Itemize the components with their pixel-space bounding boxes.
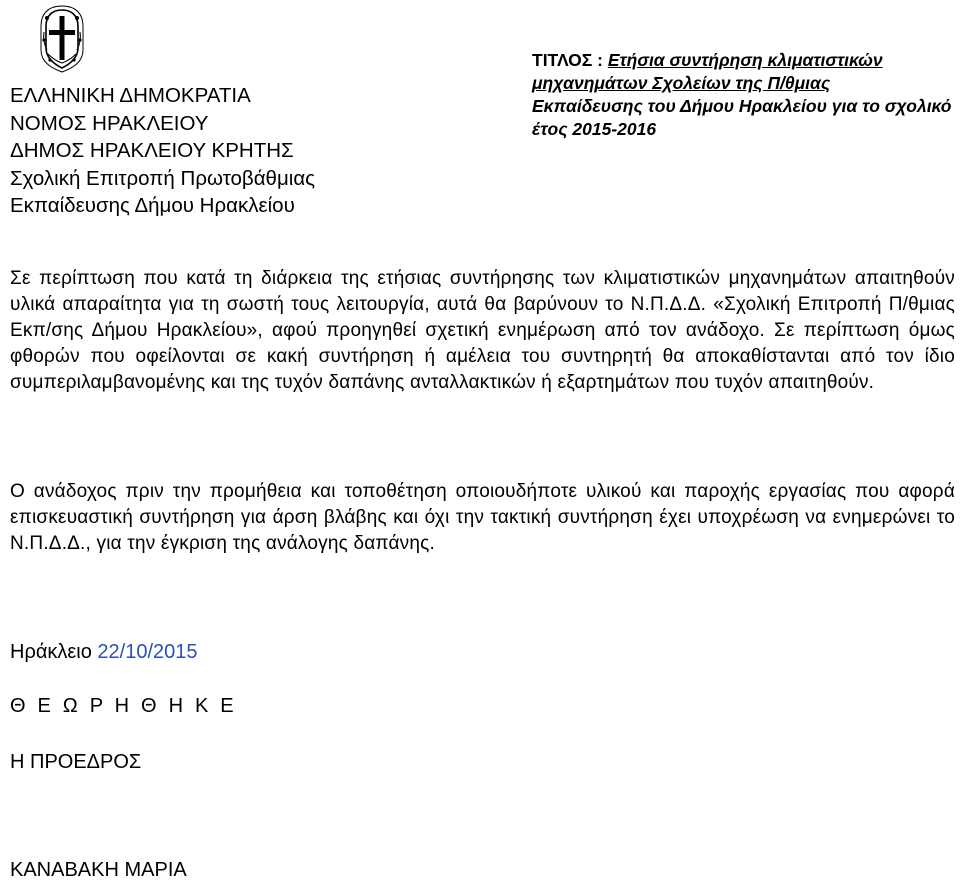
org-line-committee: Σχολική Επιτροπή Πρωτοβάθμιας: [10, 166, 316, 190]
signer-name: ΚΑΝΑΒΑΚΗ ΜΑΡΙΑ: [10, 859, 187, 881]
signer-role: Η ΠΡΟΕΔΡΟΣ: [10, 751, 142, 773]
org-line-prefecture: ΝΟΜΟΣ ΗΡΑΚΛΕΙΟΥ: [10, 111, 209, 135]
org-line-committee-cont: Εκπαίδευσης Δήμου Ηρακλείου: [10, 194, 295, 217]
greek-state-emblem-icon: [38, 4, 86, 74]
approval-stamp-text: Θ Ε Ω Ρ Η Θ Η Κ Ε: [10, 695, 237, 717]
paragraph-contractor-obligation: Ο ανάδοχος πριν την προμήθεια και τοποθέτηση οποιουδήποτε υλικού και παροχής εργασίας που αφορά επισκευαστική συντήρηση για άρση βλάβης και όχι την τακτική συντήρηση έχει υποχρέωση να ενημερώνει το Ν.Π.Δ.Δ., για την έγκριση της ανάλογης δαπάνης.: [10, 481, 955, 554]
place-date: [10, 641, 198, 664]
title-text-cont: Εκπαίδευσης του Δήμου Ηρακλείου για το σχολικό έτος 2015-2016: [532, 96, 952, 139]
document-title: [532, 49, 958, 141]
title-text: Ετήσια συντήρηση κλιματιστικών μηχανημάτων Σχολείων της Π/θμιας: [532, 50, 883, 93]
title-label: ΤΙΤΛΟΣ :: [532, 50, 608, 70]
document-date: 22/10/2015: [97, 641, 198, 663]
org-line-municipality: ΔΗΜΟΣ ΗΡΑΚΛΕΙΟΥ ΚΡΗΤΗΣ: [10, 139, 294, 162]
place-label: Ηράκλειο: [10, 641, 98, 663]
org-line-country: ΕΛΛΗΝΙΚΗ ΔΗΜΟΚΡΑΤΙΑ: [10, 84, 251, 107]
issuing-authority: [10, 82, 380, 220]
paragraph-materials: Σε περίπτωση που κατά τη διάρκεια της ετήσιας συντήρησης των κλιματιστικών μηχανημάτων απαιτηθούν υλικά απαραίτητα για τη σωστή τους λειτουργία, αυτά θα βαρύνουν το Ν.Π.Δ.Δ. «Σχολική Επιτροπή Π/θμιας Εκπ/σης Δήμου Ηρακλείου», αφού προηγηθεί σχετική ενημέρωση από τον ανάδοχο. Σε περίπτωση όμως φθορών που οφείλονται σε κακή συντήρηση ή αμέλεια του συντηρητή θα αποκαθίστανται από τον ίδιο συμπεριλαμβανομένης και της τυχόν δαπάνης ανταλλακτικών ή εξαρτημάτων που τυχόν απαιτηθούν.: [10, 268, 955, 393]
